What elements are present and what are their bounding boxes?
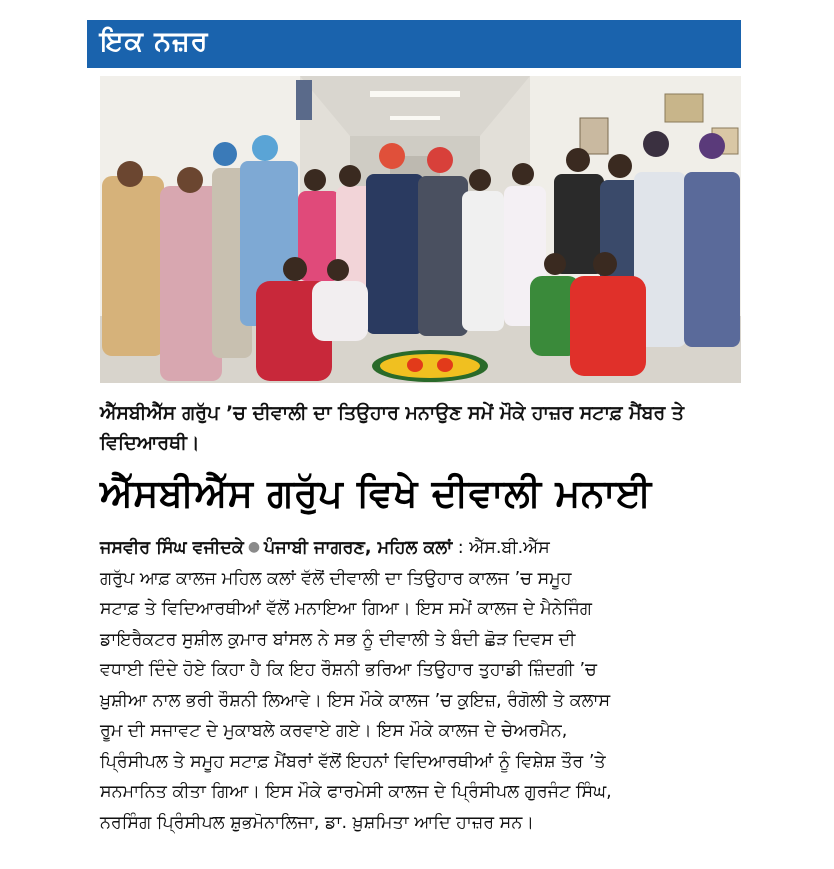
body-line: ਖ਼ੁਸ਼ੀਆ ਨਾਲ ਭਰੀ ਰੌਸ਼ਨੀ ਲਿਆਵੇ। ਇਸ ਮੌਕੇ ਕਾਲਜ ’ਚ ਕੁਇਜ਼, ਰੰਗੋਲੀ ਤੇ ਕਲਾਸ [100,690,611,711]
byline [100,532,750,564]
body-line: ਵਧਾਈ ਦਿੰਦੇ ਹੋਏ ਕਿਹਾ ਹੈ ਕਿ ਇਹ ਰੌਸ਼ਨੀ ਭਰਿਆ ਤਿਉਹਾਰ ਤੁਹਾਡੀ ਜ਼ਿੰਦਗੀ ’ਚ [100,660,597,680]
photo-caption: ਐੱਸਬੀਐੱਸ ਗਰੁੱਪ ’ਚ ਦੀਵਾਲੀ ਦਾ ਤਿਉਹਾਰ ਮਨਾਉਣ ਸਮੇਂ ਮੌਕੇ ਹਾਜ਼ਰ ਸਟਾਫ਼ ਮੈਂਬਰ ਤੇ ਵਿਦਿਆਰਥੀ। [100,402,685,454]
byline-author: ਜਸਵੀਰ ਸਿੰਘ ਵਜੀਦਕੇ [100,538,244,558]
bullet-icon: ● [247,539,261,555]
body-line: ਰੂਮ ਦੀ ਸਜਾਵਟ ਦੇ ਮੁਕਾਬਲੇ ਕਰਵਾਏ ਗਏ। ਇਸ ਮੌਕੇ ਕਾਲਜ ਦੇ ਚੇਅਰਮੈਨ, [100,721,568,741]
body-line: ਪ੍ਰਿੰਸੀਪਲ ਤੇ ਸਮੂਹ ਸਟਾਫ਼ ਮੈਂਬਰਾਂ ਵੱਲੋਂ ਇਹਨਾਂ ਵਿਦਿਆਰਥੀਆਂ ਨੂੰ ਵਿਸ਼ੇਸ਼ ਤੌਰ ’ਤੇ [100,751,606,772]
byline-lead: : ਐੱਸ.ਬੀ.ਐੱਸ [452,538,550,558]
article-photo [100,76,741,383]
byline-source: ਪੰਜਾਬੀ ਜਾਗਰਣ, ਮਹਿਲ ਕਲਾਂ [264,538,453,558]
body-line: ਗਰੁੱਪ ਆਫ਼ ਕਾਲਜ ਮਹਿਲ ਕਲਾਂ ਵੱਲੋਂ ਦੀਵਾਲੀ ਦਾ ਤਿਉਹਾਰ ਕਾਲਜ ’ਚ ਸਮੂਹ [100,568,572,589]
body-line: ਨਰਸਿੰਗ ਪ੍ਰਿੰਸੀਪਲ ਸ਼ੁਭਮੋਨਾਲਿਜਾ, ਡਾ. ਖ਼ੁਸ਼ਮਿਤਾ ਆਦਿ ਹਾਜ਼ਰ ਸਨ। [100,812,535,833]
body-line: ਡਾਇਰੈਕਟਰ ਸੁਸ਼ੀਲ ਕੁਮਾਰ ਬਾਂਸਲ ਨੇ ਸਭ ਨੂੰ ਦੀਵਾਲੀ ਤੇ ਬੰਦੀ ਛੋੜ ਦਿਵਸ ਦੀ [100,629,576,650]
section-label: ਇਕ ਨਜ਼ਰ [100,26,209,57]
section-header-bar [87,20,741,68]
body-line: ਸਟਾਫ਼ ਤੇ ਵਿਦਿਆਰਥੀਆਂ ਵੱਲੋਂ ਮਨਾਇਆ ਗਿਆ। ਇਸ ਸਮੇਂ ਕਾਲਜ ਦੇ ਮੈਨੇਜਿੰਗ [100,599,592,619]
body-line: ਸਨਮਾਨਿਤ ਕੀਤਾ ਗਿਆ। ਇਸ ਮੌਕੇ ਫਾਰਮੇਸੀ ਕਾਲਜ ਦੇ ਪ੍ਰਿੰਸੀਪਲ ਗੁਰਜੰਟ ਸਿੰਘ, [100,782,612,802]
article-headline: ਐੱਸਬੀਐੱਸ ਗਰੁੱਪ ਵਿਖੇ ਦੀਵਾਲੀ ਮਨਾਈ [100,471,652,515]
article-body [100,532,750,838]
